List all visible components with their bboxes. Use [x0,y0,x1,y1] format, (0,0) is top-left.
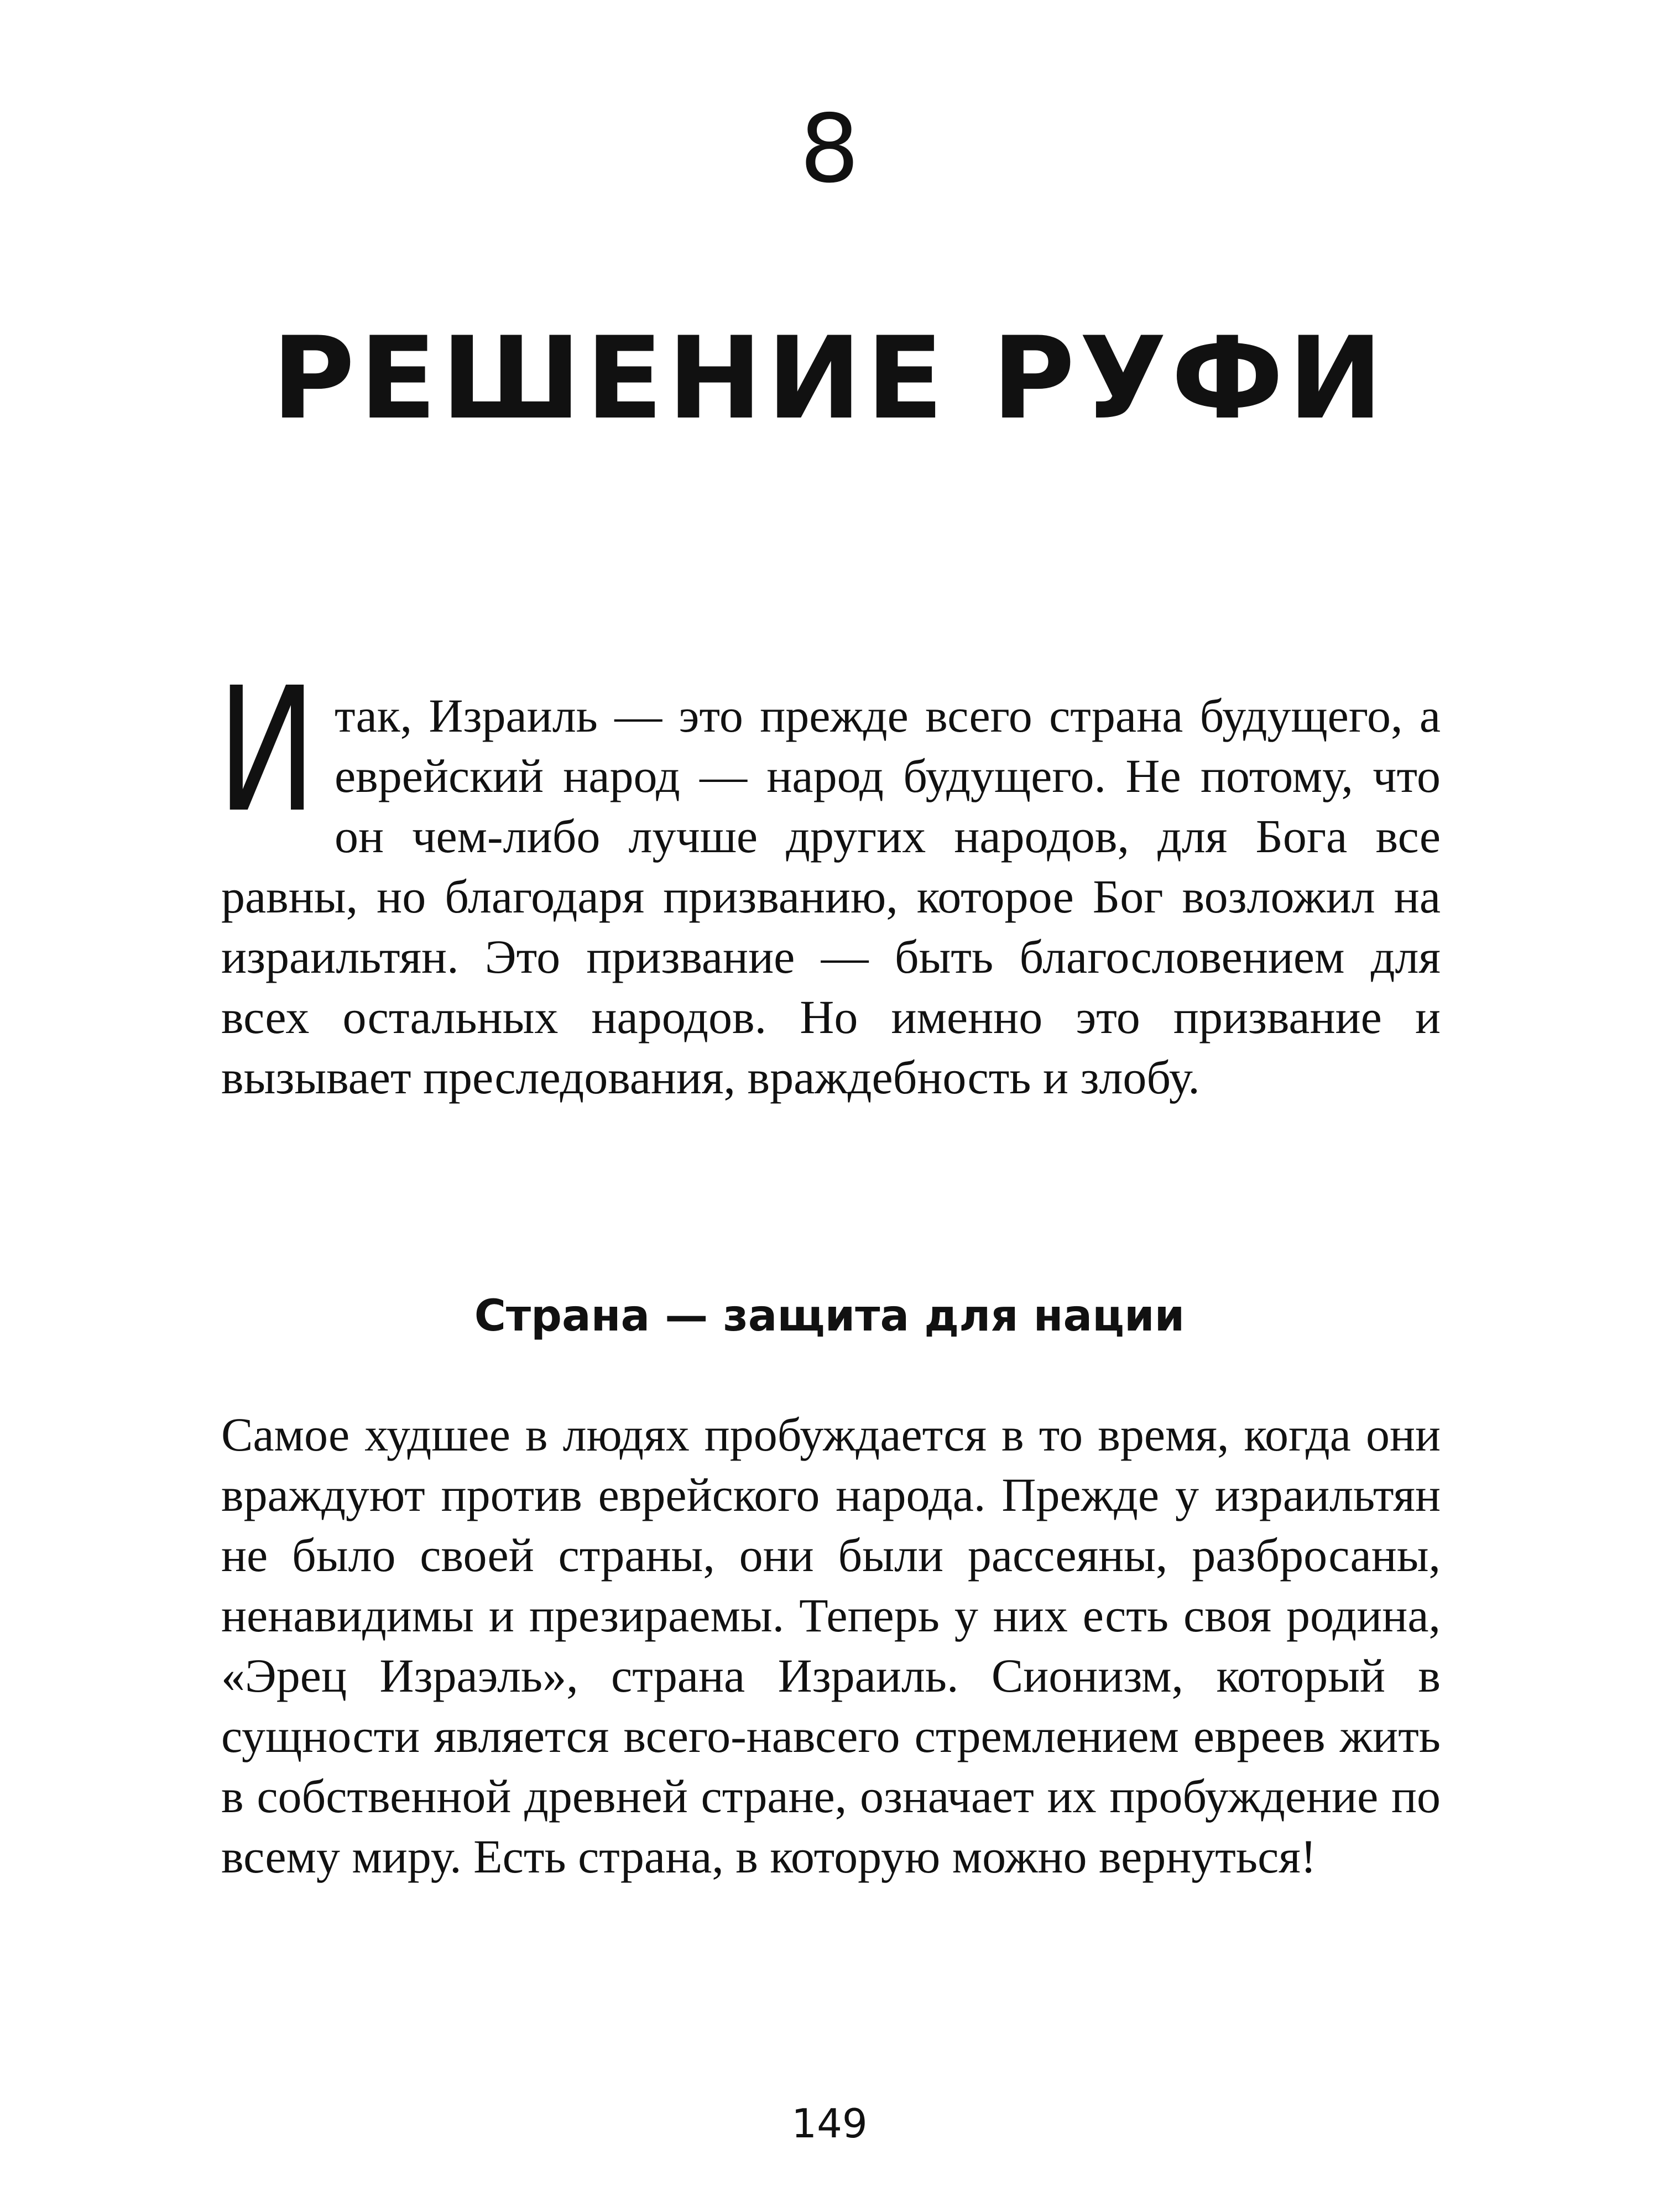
chapter-number: 8 [799,95,860,204]
section-heading: Страна — защита для нации [474,1291,1185,1341]
drop-cap: И [217,651,317,851]
body-paragraph-1 [217,651,1441,1108]
paragraph-1-text: так, Израиль — это прежде всего страна будущего, а еврейский народ — народ будущего. Не потому, что он чем-либо лучше других народов, для Бога все равны, но благодаря призванию, которое Бог возложил на израильтян. Это призвание — быть благословением для всех остальных народов. Но именно это призвание и вызывает преследования, враждебность и злобу. [221,689,1441,1104]
chapter-title: РЕШЕНИЕ РУФИ [272,313,1387,445]
body-paragraph-2: Самое худшее в людях пробуждается в то время, когда они враждуют против еврейского народа. Прежде у израильтян не было своей страны, они были рассеяны, разбросаны, ненавидимы и презираемы. Теперь у них есть своя родина, «Эрец Израэль», страна Израиль. Сионизм, который в сущности является всего-навсего стремлением евреев жить в собственной древней стране, означает их пробуждение по всему миру. Есть страна, в которую можно вернуться! [221,1408,1441,1883]
page-number: 149 [791,2100,868,2147]
